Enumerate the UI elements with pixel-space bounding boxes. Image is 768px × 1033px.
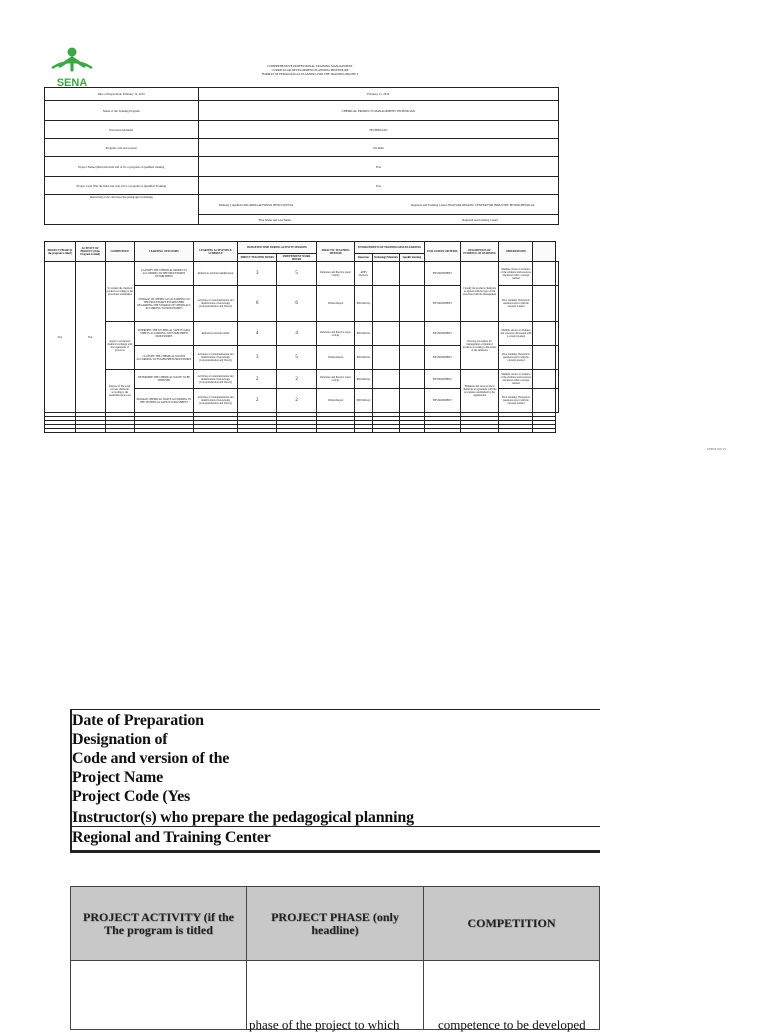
table-cell [399,286,424,322]
table-row [45,322,559,346]
table-cell: Prior learning: Theoretical questions report with the concepts learned [499,346,533,370]
table-cell: INTERPRET THE TECHNICAL SAFETY DATA SHEETS ACCORDING TO ESTABLISHED PROCEDURES [135,322,194,346]
form-value: February 11, 2019 [198,88,558,101]
table-cell: N/A [45,262,76,413]
table-cell [533,286,556,322]
form-value: CHEMICAL PRODUCTS MANAGEMENT TECHNICIAN [198,101,558,121]
table-cell: 5 [277,262,317,286]
table-cell: IPD Delivery [355,286,373,322]
form-label: Execution Modality [45,121,199,139]
sena-logo [46,46,98,90]
zoom-label: Project Code (Yes [72,788,191,805]
empty-cell [399,429,424,433]
empty-cell [316,429,354,433]
table-cell [533,346,556,370]
regional-caption: Regional and Training Center [462,217,498,222]
sub-header: Technology/Materials [372,254,399,262]
table-cell [556,322,559,346]
zoom-label: Project Name [72,769,164,786]
col-header: LEARNING ACTIVITIES & SCHEDULE [193,242,237,262]
zoom-cell: competence to be developed [438,1017,586,1032]
empty-cell [460,429,499,433]
general-info-table [44,87,559,225]
table-cell: IPD Delivery [355,370,373,389]
zoom-cell: phase of the project to which [249,1017,400,1032]
table-row [45,262,559,286]
table-cell: CLASSIFY THE CHEMICAL PRODUCTS ACCORDING TO THE PROCEDURES ESTABLISHED [135,262,194,286]
table-cell: Dispose of the waste process chemicals according to the established protocols [105,370,134,413]
table-cell: Activities of contextualization and identification of knowledge (Conceptualization and Theory) [193,370,237,389]
table-cell [556,346,559,370]
zoom-label: Instructor(s) who prepare the pedagogical planning [72,809,414,826]
table-cell: Reference and Practice report activity [316,322,354,346]
empty-cell [105,429,134,433]
form-value: TECHNICIAN [198,121,558,139]
header-line: CURRICULAR DEVELOPMENT PLANNING PROCEDURE [271,68,349,72]
sub-header: Specific learning [399,254,424,262]
table-cell: 4 [238,322,277,346]
table-cell: 4 [277,322,317,346]
table-cell [533,389,556,413]
instructor-name: Name(s) y Apellidos RICARDO ALFONSO PINTO SUESTA [218,202,294,207]
table-cell: ENVIRONMENT [424,262,460,286]
table-cell: APPS Delivery [355,262,373,286]
table-cell [399,346,424,370]
table-cell: Multiple choice of evidence of the evidence and resources discussion with a concept learned [499,262,533,286]
table-cell [372,389,399,413]
empty-cell [533,429,556,433]
form-label: Project Code (Yes the field and only if it's a program of Qualified Training [45,177,199,195]
empty-cell [45,429,76,433]
sub-header: INDEPENDENT WORK HOURS [277,254,317,262]
table-cell: Eliminate and store products chemicals in agreement with the procedures established by the organization [460,370,499,413]
col-header: EVALUATION CRITERIA [424,242,460,262]
table-cell [372,346,399,370]
sub-header: DIRECT TEACHER HOURS [238,254,277,262]
table-cell: Written Report [316,389,354,413]
sena-logo-icon [46,46,98,90]
table-cell [399,389,424,413]
zoom-label: Date of Preparation [72,712,204,729]
table-cell [556,370,559,389]
regional-center: Regional and Training Center: BOLIVAR REGION, CENTER FOR INDUSTRY PETROCHEMICAL [411,202,535,207]
header-line: FORMAT OF PEDAGOGICAL PLANNING FOR THE TRAINING PROJECT [261,72,359,76]
zoom-label: Designation of [72,731,168,748]
table-cell [556,262,559,286]
table-cell: Prior learning: Theoretical questions report with the concepts learned [499,389,533,413]
empty-row [45,429,559,433]
pedagogical-plan-table [44,241,559,433]
table-cell: CLASSIFY THE CHEMICAL WASTES ACCORDING TO ESTABLISHED PROCEDURES [135,346,194,370]
table-cell: 2 [238,389,277,413]
empty-cell [193,429,237,433]
table-cell: ENVIRONMENT [424,389,460,413]
table-cell: Written Report [316,346,354,370]
table-cell: 6 [238,286,277,322]
table-cell [399,370,424,389]
logo-text: SENA [56,77,88,89]
table-cell: Reference and Practice report activity [316,262,354,286]
table-cell: Multiple choice of evidence of the evidence and resources discussion with a concept learned [499,370,533,389]
table-cell: IPD Delivery [355,322,373,346]
col-header: DIDACTIC TEACHING METHOD [316,242,354,262]
table-cell: Activities of contextualization and identification of knowledge (Conceptualization and Theory) [193,286,237,322]
table-cell: ENVIRONMENT [424,322,460,346]
table-cell [372,286,399,322]
col-header: ENVIRONMENTS OF TRAINING/SPACE/LEARNING [355,242,425,254]
empty-cell [135,429,194,433]
empty-cell [277,429,317,433]
table-cell: 2 [277,389,317,413]
col-header: OBSERVATIONS [499,242,533,262]
col-header: ACTIVITY OF PROJECT (if the Program is titled) [75,242,105,262]
empty-cell [355,429,373,433]
form-label: Instructor(s) who develops the pedagogical planning [45,195,199,225]
planning-sheet [0,0,768,460]
col-header: DESCRIPTION OF EVIDENCE OF LEARNING [460,242,499,262]
table-cell: MANAGE CHEMICAL WASTE ACCORDING TO THE TECHNICAL SAFETY DATA SHEETS [135,389,194,413]
table-cell: ENVIRONMENT [424,346,460,370]
zoom-label: Code and version of the [72,750,230,767]
header-line: COMPREHENSIVE PROFESSIONAL TRAINING MANAGEMENT [267,64,353,68]
zoomed-plan-headers [70,886,600,1032]
table-cell [399,322,424,346]
table-cell: Activities of contextualization and identification of knowledge (Conceptualization and Theory) [193,389,237,413]
sub-header: Resources [355,254,373,262]
table-cell [556,389,559,413]
instructor-caption: First Name and Last Name [258,217,291,222]
col-header: COMPETENCE [105,242,134,262]
table-cell: Reference and Practice report activity [316,370,354,389]
form-label: Name of the Training Program [45,101,199,121]
plan-body [45,262,559,433]
table-cell [533,370,556,389]
col-header: PROJECT PHASE (if the program is titled) [45,242,76,262]
table-cell: N/A [75,262,105,413]
table-cell: 2 [277,370,317,389]
zoom-header: COMPETITION [423,886,600,961]
table-cell: 2 [238,370,277,389]
table-cell [533,262,556,286]
table-cell [556,286,559,322]
table-cell [372,370,399,389]
table-cell [399,262,424,286]
table-cell: 3 [238,262,277,286]
form-value: N/A [198,157,558,177]
zoom-header: PROJECT ACTIVITY (if the The program is titled [70,886,247,961]
table-cell: Prior learning: Theoretical questions report with the concepts learned [499,286,533,322]
header-lines [230,64,390,76]
table-cell: 3 [238,346,277,370]
empty-cell [424,429,460,433]
empty-cell [75,429,105,433]
table-cell: DETERMINE THE CHEMICAL WASTE TO BE DISPOSED [135,370,194,389]
form-value: 2214040 [198,139,558,157]
table-cell: Activities of contextualization and identification of knowledge (Conceptualization and Theory) [193,346,237,370]
table-cell: ENVIRONMENT [424,370,460,389]
table-cell: Classify the products chemicals as agreed with the type of risk associated with the management [460,262,499,322]
table-cell: To transfer the chemical products according to the procedures established [105,262,134,322]
table-row [45,370,559,389]
table-cell: ENVIRONMENT [424,286,460,322]
form-code: GFPI-F-016 V2 [707,447,727,451]
table-cell: Reflection activities identification [193,262,237,286]
form-value: N/A [198,177,558,195]
table-cell: Reflection activities initial [193,322,237,346]
empty-cell [238,429,277,433]
form-label: Program code and version [45,139,199,157]
zoomed-form-labels [70,709,600,852]
form-label: Date of Preparation: February 11, 2019 [45,88,199,101]
table-cell: IPD Delivery [355,389,373,413]
empty-cell [499,429,533,433]
table-cell: Develop procedures for management of chemical products according to the nature of the substance [460,322,499,370]
zoom-header: PROJECT PHASE (only headline) [246,886,424,961]
table-cell: Written Report [316,286,354,322]
table-cell: Multiple choice of evidence and resources discussion with a concept learned [499,322,533,346]
empty-cell [372,429,399,433]
table-cell [372,262,399,286]
col-header: BUDGETED TIME DURING ACTIVITY SESSIONS [238,242,317,254]
table-cell: IPD Delivery [355,346,373,370]
table-cell [533,322,556,346]
table-cell: 5 [277,346,317,370]
table-cell: STORAGE OF CHEMICALS ACCORDING TO THE PROCEDURES ESTABLISHED REGARDING THE STORAGE OF CHEMICALS ACCORDING TO PROCEDURES [135,286,194,322]
table-cell: 6 [277,286,317,322]
zoom-label: Regional and Training Center [72,829,271,846]
table-cell [372,322,399,346]
table-cell: Apply to production chemical exchange with the regulations of protocols [105,322,134,370]
col-header: LEARNING OUTCOMES [135,242,194,262]
form-label: Project Name (Must this field and of it's a program of qualified training [45,157,199,177]
